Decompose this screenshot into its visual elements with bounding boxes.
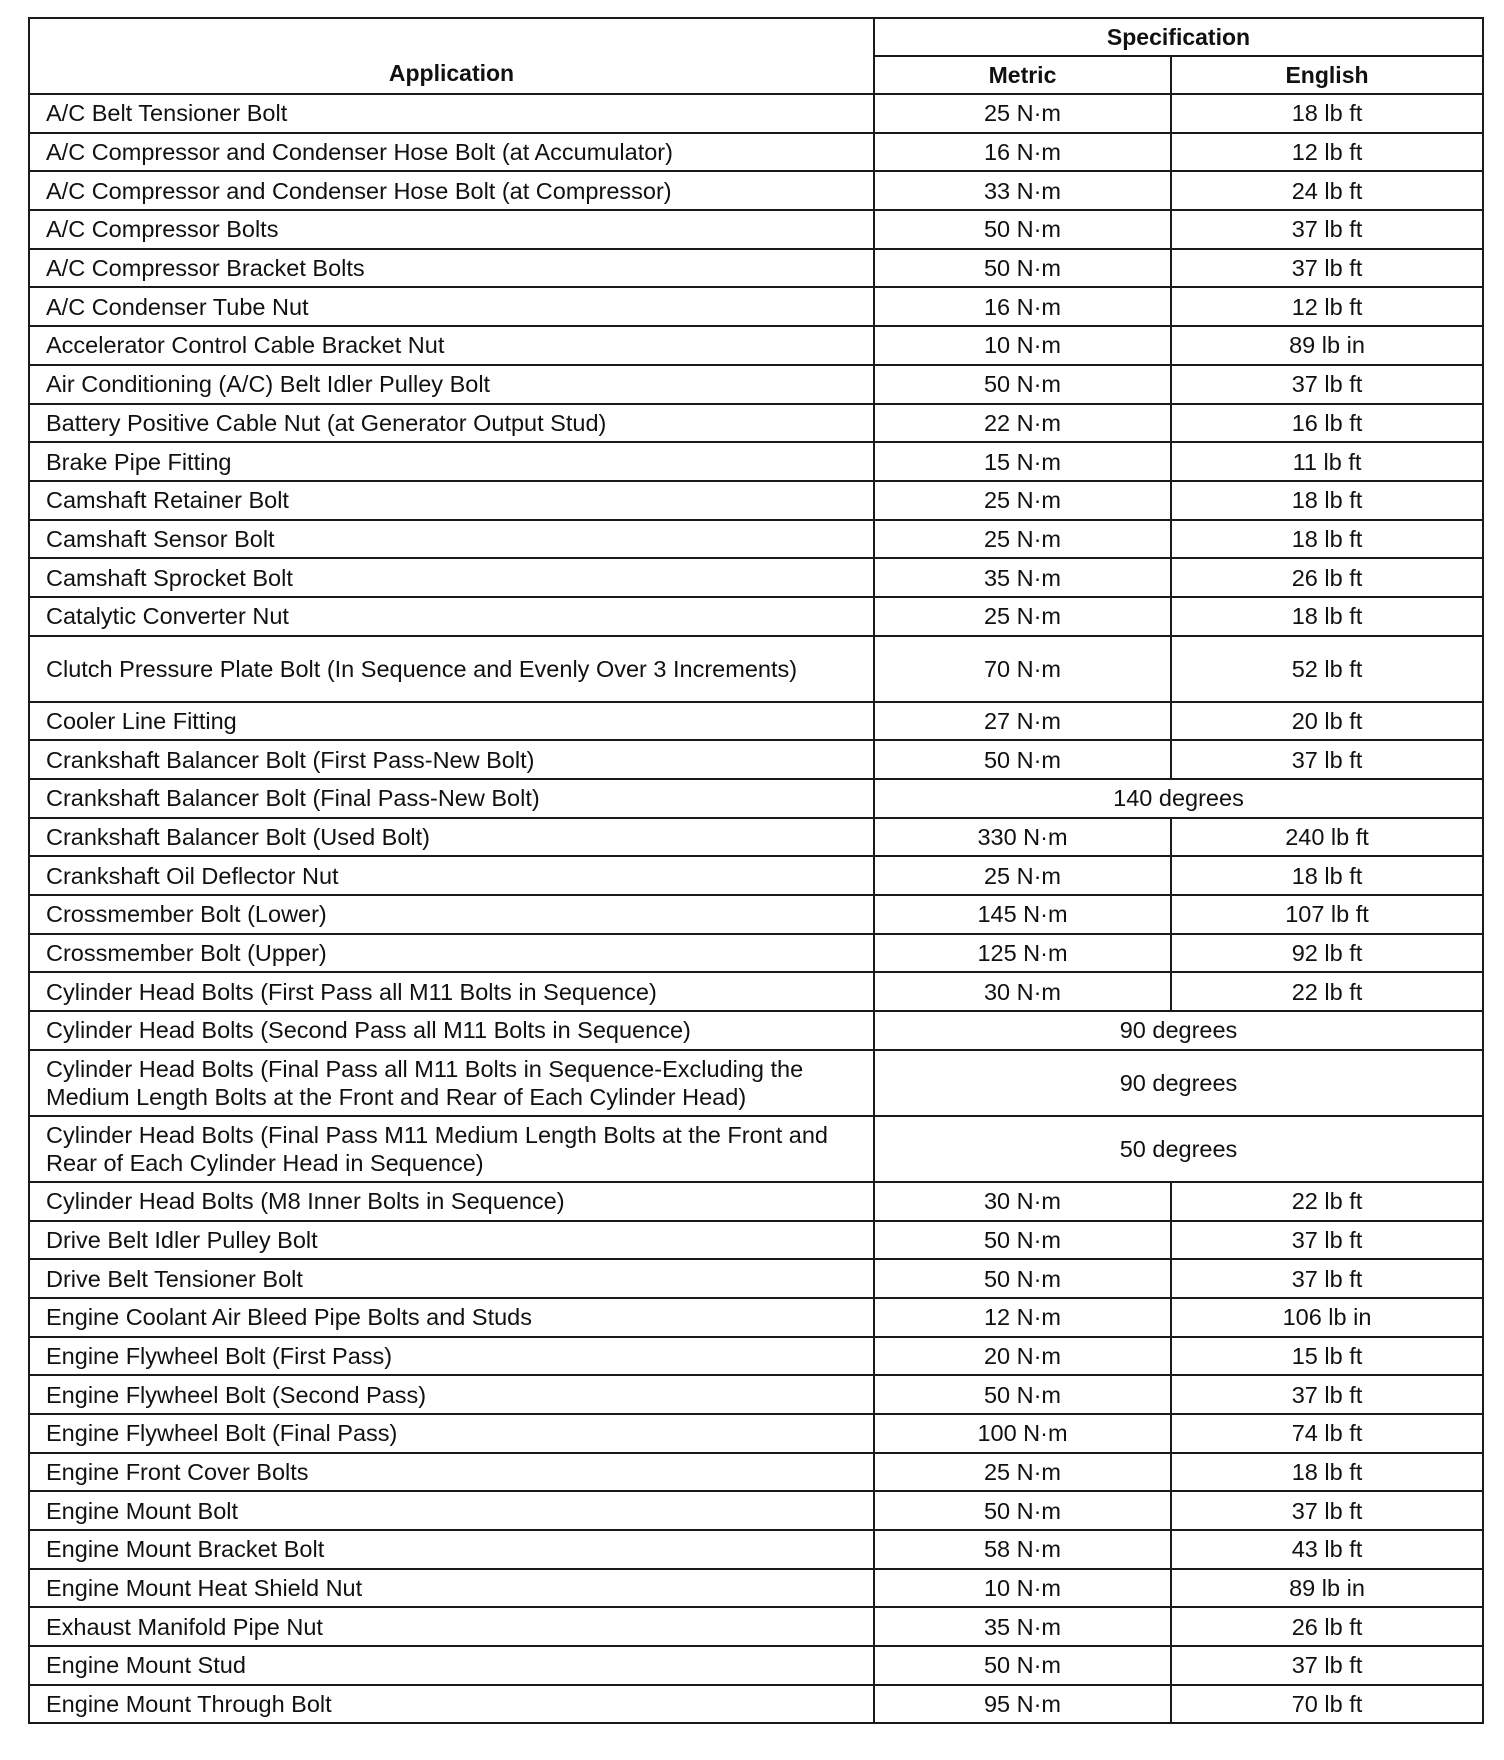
application-cell: Engine Mount Bracket Bolt — [29, 1530, 874, 1569]
application-cell: Cylinder Head Bolts (First Pass all M11 Bolts in Sequence) — [29, 972, 874, 1011]
table-row — [29, 1491, 1483, 1530]
english-cell: 89 lb in — [1171, 326, 1483, 365]
english-cell: 37 lb ft — [1171, 1259, 1483, 1298]
english-cell: 16 lb ft — [1171, 404, 1483, 443]
english-cell: 18 lb ft — [1171, 520, 1483, 559]
table-row — [29, 597, 1483, 636]
table-row — [29, 1337, 1483, 1376]
table-row — [29, 1011, 1483, 1050]
metric-cell: 50 N·m — [874, 365, 1171, 404]
table-row — [29, 210, 1483, 249]
english-cell: 74 lb ft — [1171, 1414, 1483, 1453]
table-row — [29, 818, 1483, 857]
table-row — [29, 287, 1483, 326]
table-row — [29, 1298, 1483, 1337]
application-header: Application — [29, 18, 874, 94]
metric-cell: 22 N·m — [874, 404, 1171, 443]
english-cell: 15 lb ft — [1171, 1337, 1483, 1376]
metric-cell: 25 N·m — [874, 597, 1171, 636]
english-cell: 37 lb ft — [1171, 1491, 1483, 1530]
application-cell: Engine Front Cover Bolts — [29, 1453, 874, 1492]
metric-cell: 27 N·m — [874, 702, 1171, 741]
metric-cell: 50 N·m — [874, 1375, 1171, 1414]
application-cell: A/C Condenser Tube Nut — [29, 287, 874, 326]
metric-cell: 330 N·m — [874, 818, 1171, 857]
combined-spec-cell: 50 degrees — [874, 1116, 1483, 1182]
table-row — [29, 1116, 1483, 1182]
table-row — [29, 365, 1483, 404]
english-cell: 24 lb ft — [1171, 171, 1483, 210]
english-cell: 18 lb ft — [1171, 1453, 1483, 1492]
application-cell: A/C Compressor Bracket Bolts — [29, 249, 874, 288]
application-cell: Catalytic Converter Nut — [29, 597, 874, 636]
application-cell: Engine Mount Bolt — [29, 1491, 874, 1530]
application-cell: Engine Mount Through Bolt — [29, 1685, 874, 1724]
table-row — [29, 856, 1483, 895]
english-cell: 106 lb in — [1171, 1298, 1483, 1337]
specification-header: Specification — [874, 18, 1483, 56]
application-cell: Cylinder Head Bolts (M8 Inner Bolts in Sequence) — [29, 1182, 874, 1221]
application-cell: Cooler Line Fitting — [29, 702, 874, 741]
english-cell: 89 lb in — [1171, 1569, 1483, 1608]
table-body — [29, 94, 1483, 1723]
application-cell: A/C Compressor Bolts — [29, 210, 874, 249]
table-row — [29, 1182, 1483, 1221]
table-row — [29, 94, 1483, 133]
table-row — [29, 934, 1483, 973]
english-cell: 43 lb ft — [1171, 1530, 1483, 1569]
metric-cell: 50 N·m — [874, 740, 1171, 779]
table-row — [29, 1453, 1483, 1492]
metric-cell: 50 N·m — [874, 1221, 1171, 1260]
english-cell: 92 lb ft — [1171, 934, 1483, 973]
table-row — [29, 1221, 1483, 1260]
metric-cell: 25 N·m — [874, 856, 1171, 895]
metric-cell: 58 N·m — [874, 1530, 1171, 1569]
application-cell: A/C Compressor and Condenser Hose Bolt (at Accumulator) — [29, 133, 874, 172]
table-row — [29, 326, 1483, 365]
metric-cell: 50 N·m — [874, 210, 1171, 249]
table-row — [29, 1375, 1483, 1414]
metric-cell: 25 N·m — [874, 94, 1171, 133]
english-cell: 22 lb ft — [1171, 972, 1483, 1011]
metric-cell: 145 N·m — [874, 895, 1171, 934]
metric-cell: 125 N·m — [874, 934, 1171, 973]
english-cell: 18 lb ft — [1171, 856, 1483, 895]
application-cell: Clutch Pressure Plate Bolt (In Sequence and Evenly Over 3 Increments) — [29, 636, 874, 702]
table-row — [29, 404, 1483, 443]
application-cell: Crankshaft Balancer Bolt (First Pass-New Bolt) — [29, 740, 874, 779]
metric-cell: 10 N·m — [874, 1569, 1171, 1608]
metric-cell: 95 N·m — [874, 1685, 1171, 1724]
table-row — [29, 481, 1483, 520]
metric-cell: 30 N·m — [874, 972, 1171, 1011]
application-cell: Engine Mount Heat Shield Nut — [29, 1569, 874, 1608]
application-cell: Cylinder Head Bolts (Second Pass all M11 Bolts in Sequence) — [29, 1011, 874, 1050]
metric-cell: 100 N·m — [874, 1414, 1171, 1453]
metric-cell: 50 N·m — [874, 1646, 1171, 1685]
application-cell: Air Conditioning (A/C) Belt Idler Pulley Bolt — [29, 365, 874, 404]
english-cell: 11 lb ft — [1171, 442, 1483, 481]
combined-spec-cell: 90 degrees — [874, 1011, 1483, 1050]
metric-cell: 20 N·m — [874, 1337, 1171, 1376]
table-row — [29, 779, 1483, 818]
english-cell: 70 lb ft — [1171, 1685, 1483, 1724]
application-cell: Drive Belt Tensioner Bolt — [29, 1259, 874, 1298]
table-header — [29, 18, 1483, 94]
application-cell: Crossmember Bolt (Upper) — [29, 934, 874, 973]
metric-cell: 16 N·m — [874, 133, 1171, 172]
english-cell: 18 lb ft — [1171, 597, 1483, 636]
table-row — [29, 1569, 1483, 1608]
english-cell: 37 lb ft — [1171, 365, 1483, 404]
table-row — [29, 558, 1483, 597]
metric-cell: 35 N·m — [874, 1607, 1171, 1646]
metric-cell: 15 N·m — [874, 442, 1171, 481]
application-cell: A/C Compressor and Condenser Hose Bolt (at Compressor) — [29, 171, 874, 210]
application-cell: Brake Pipe Fitting — [29, 442, 874, 481]
application-cell: Engine Mount Stud — [29, 1646, 874, 1685]
application-cell: Crossmember Bolt (Lower) — [29, 895, 874, 934]
english-header: English — [1171, 56, 1483, 94]
table-row — [29, 1414, 1483, 1453]
table-row — [29, 520, 1483, 559]
english-cell: 26 lb ft — [1171, 1607, 1483, 1646]
application-cell: Crankshaft Oil Deflector Nut — [29, 856, 874, 895]
metric-cell: 70 N·m — [874, 636, 1171, 702]
table-row — [29, 1646, 1483, 1685]
application-cell: Accelerator Control Cable Bracket Nut — [29, 326, 874, 365]
english-cell: 18 lb ft — [1171, 481, 1483, 520]
metric-cell: 30 N·m — [874, 1182, 1171, 1221]
application-cell: Engine Flywheel Bolt (Final Pass) — [29, 1414, 874, 1453]
english-cell: 37 lb ft — [1171, 1646, 1483, 1685]
table-row — [29, 895, 1483, 934]
english-cell: 52 lb ft — [1171, 636, 1483, 702]
metric-cell: 50 N·m — [874, 1491, 1171, 1530]
application-cell: Camshaft Sprocket Bolt — [29, 558, 874, 597]
table-row — [29, 636, 1483, 702]
application-cell: Camshaft Retainer Bolt — [29, 481, 874, 520]
english-cell: 12 lb ft — [1171, 133, 1483, 172]
table-row — [29, 1530, 1483, 1569]
english-cell: 37 lb ft — [1171, 249, 1483, 288]
table-row — [29, 1050, 1483, 1116]
english-cell: 12 lb ft — [1171, 287, 1483, 326]
application-cell: Crankshaft Balancer Bolt (Final Pass-New Bolt) — [29, 779, 874, 818]
torque-spec-table — [28, 17, 1484, 1724]
metric-cell: 16 N·m — [874, 287, 1171, 326]
application-cell: Camshaft Sensor Bolt — [29, 520, 874, 559]
application-cell: Crankshaft Balancer Bolt (Used Bolt) — [29, 818, 874, 857]
metric-cell: 50 N·m — [874, 249, 1171, 288]
english-cell: 37 lb ft — [1171, 740, 1483, 779]
english-cell: 37 lb ft — [1171, 210, 1483, 249]
table-row — [29, 702, 1483, 741]
english-cell: 18 lb ft — [1171, 94, 1483, 133]
application-cell: Engine Flywheel Bolt (Second Pass) — [29, 1375, 874, 1414]
application-cell: Cylinder Head Bolts (Final Pass M11 Medium Length Bolts at the Front and Rear of Each Cylinder Head in Sequence) — [29, 1116, 874, 1182]
metric-cell: 25 N·m — [874, 481, 1171, 520]
metric-cell: 10 N·m — [874, 326, 1171, 365]
metric-cell: 25 N·m — [874, 520, 1171, 559]
metric-cell: 12 N·m — [874, 1298, 1171, 1337]
english-cell: 37 lb ft — [1171, 1375, 1483, 1414]
application-cell: Engine Coolant Air Bleed Pipe Bolts and Studs — [29, 1298, 874, 1337]
application-cell: Cylinder Head Bolts (Final Pass all M11 Bolts in Sequence-Excluding the Medium Length Bolts at the Front and Rear of Each Cylinder Head) — [29, 1050, 874, 1116]
application-cell: Exhaust Manifold Pipe Nut — [29, 1607, 874, 1646]
metric-cell: 50 N·m — [874, 1259, 1171, 1298]
english-cell: 20 lb ft — [1171, 702, 1483, 741]
application-cell: A/C Belt Tensioner Bolt — [29, 94, 874, 133]
table-row — [29, 972, 1483, 1011]
english-cell: 26 lb ft — [1171, 558, 1483, 597]
table-row — [29, 1259, 1483, 1298]
application-cell: Engine Flywheel Bolt (First Pass) — [29, 1337, 874, 1376]
table-row — [29, 133, 1483, 172]
table-row — [29, 442, 1483, 481]
combined-spec-cell: 140 degrees — [874, 779, 1483, 818]
metric-cell: 35 N·m — [874, 558, 1171, 597]
table-row — [29, 171, 1483, 210]
metric-header: Metric — [874, 56, 1171, 94]
english-cell: 240 lb ft — [1171, 818, 1483, 857]
application-cell: Drive Belt Idler Pulley Bolt — [29, 1221, 874, 1260]
table-row — [29, 1685, 1483, 1724]
metric-cell: 25 N·m — [874, 1453, 1171, 1492]
table-row — [29, 1607, 1483, 1646]
metric-cell: 33 N·m — [874, 171, 1171, 210]
english-cell: 37 lb ft — [1171, 1221, 1483, 1260]
application-cell: Battery Positive Cable Nut (at Generator Output Stud) — [29, 404, 874, 443]
english-cell: 107 lb ft — [1171, 895, 1483, 934]
table-row — [29, 740, 1483, 779]
english-cell: 22 lb ft — [1171, 1182, 1483, 1221]
combined-spec-cell: 90 degrees — [874, 1050, 1483, 1116]
table-row — [29, 249, 1483, 288]
